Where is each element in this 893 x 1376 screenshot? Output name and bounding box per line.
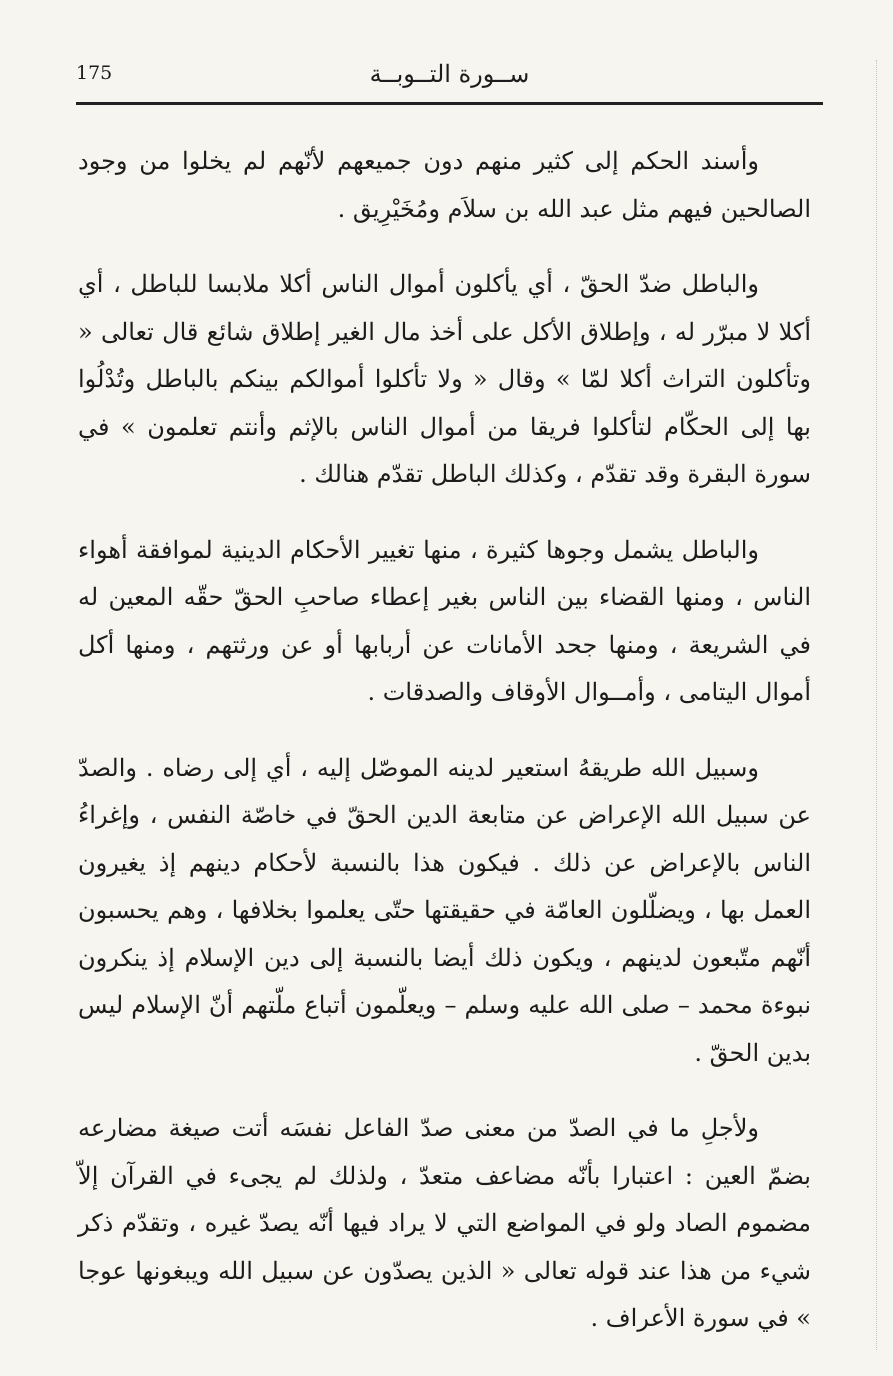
paragraph: والباطل يشمل وجوها كثيرة ، منها تغيير الأحكام الدينية لموافقة أهواء الناس ، ومنها القضاء بين الناس بغير إعطاء صاحبِ الحقّ حقّه المعين له في الشريعة ، ومنها جحد الأمانات عن أربابها أو عن ورثتهم ، ومنها أكل أموال اليتامى ، وأمــوال الأوقاف والصدقات . — [78, 535, 811, 706]
paragraph: وأسند الحكم إلى كثير منهم دون جميعهم لأنّهم لم يخلوا من وجود الصالحين فيهم مثل عبد الله بن سلاَم ومُخَيْرِيق . — [78, 147, 811, 223]
paragraph: وسبيل الله طريقهُ استعير لدينه الموصّل إليه ، أي إلى رضاه . والصدّ عن سبيل الله الإعراض عن متابعة الدين الحقّ في خاصّة النفس ، وإغراءُ الناس بالإعراض عن ذلك . فيكون هذا بالنسبة لأحكام دينهم إذ يغيرون العمل بها ، ويضلّلون العامّة في حقيقتها حتّى يعلموا بخلافها ، وهم يحسبون أنّهم متّبعون لدينهم ، ويكون ذلك أيضا بالنسبة إلى دين الإسلام إذ ينكرون نبوءة محمد – صلى الله عليه وسلم – ويعلّمون أتباع ملّتهم أنّ الإسلام ليس بدين الحقّ . — [78, 753, 811, 1067]
paragraph: ولأجلِ ما في الصدّ من معنى صدّ الفاعل نفسَه أتت صيغة مضارعه بضمّ العين : اعتبارا بأنّه مضاعف متعدّ ، ولذلك لم يجىء في القرآن إلاّ مضموم الصاد ولو في المواضع التي لا يراد فيها أنّه يصدّ غيره ، وتقدّم ذكر شيء من هذا عند قوله تعالى « الذين يصدّون عن سبيل الله ويبغونها عوجا » في سورة الأعراف . — [78, 1114, 812, 1332]
page-number: 175 — [76, 62, 113, 84]
running-title: ســورة التــوبــة — [369, 60, 530, 88]
body-text — [78, 138, 811, 1343]
page-header — [76, 60, 823, 105]
paragraph: والباطل ضدّ الحقّ ، أي يأكلون أموال الناس أكلا ملابسا للباطل ، أي أكلا لا مبرّر له ، وإطلاق الأكل على أخذ مال الغير إطلاق شائع قال تعالى « وتأكلون التراث أكلا لمّا » وقال « ولا تأكلوا أموالكم بينكم بالباطل وتُدْلُوا بها إلى الحكّام لتأكلوا فريقا من أموال الناس بالإثم وأنتم تعلمون » في سورة البقرة وقد تقدّم ، وكذلك الباطل تقدّم هنالك . — [78, 270, 811, 488]
